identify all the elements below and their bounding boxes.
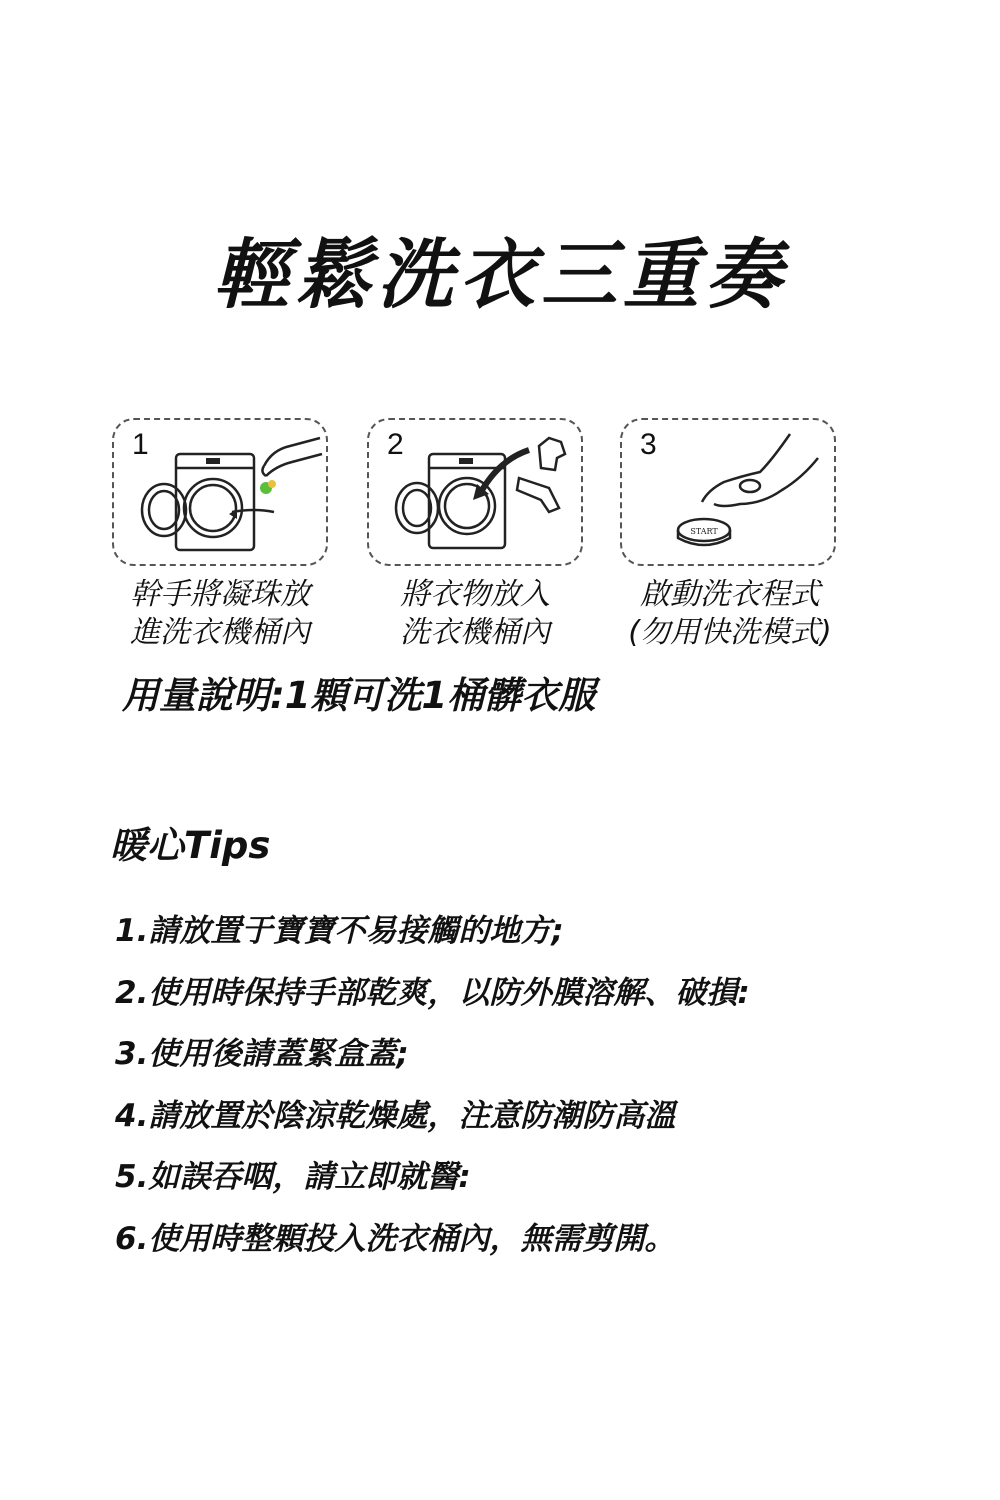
step-1-caption [112,576,328,652]
tip-item: 6.使用時整顆投入洗衣桶內，無需剪開。 [115,1220,676,1257]
tip-item: 2.使用時保持手部乾爽，以防外膜溶解、破損: [115,974,750,1011]
caption-line-1: 幹手將凝珠放 [130,577,310,612]
caption-line-2: (勿用快洗模式) [628,615,832,650]
caption-line-1: 將衣物放入 [400,577,550,612]
step-2-caption [367,576,583,652]
tip-item: 5.如誤吞咽，請立即就醫: [115,1159,471,1195]
washing-machine-icon [114,420,330,568]
tip-item: 4.請放置於陰涼乾燥處，注意防潮防高溫 [115,1097,676,1134]
caption-line-2: 洗衣機桶內 [400,615,550,650]
tips-list [115,912,750,1281]
tip-item: 3.使用後請蓋緊盒蓋; [115,1036,409,1072]
tips-heading: 暖心Tips [110,824,271,867]
step-3-caption [612,576,848,652]
step-1-card [112,418,328,566]
step-number: 1 [132,428,149,461]
step-3-card [620,418,836,566]
tip-item: 1.請放置于寶寶不易接觸的地方; [115,913,564,949]
page-title: 輕鬆洗衣三重奏 [213,230,787,319]
start-label: START [690,527,718,536]
start-button-icon [622,420,838,568]
load-clothes-icon [369,420,585,568]
caption-line-1: 啟動洗衣程式 [640,577,820,612]
step-2-card [367,418,583,566]
usage-instruction: 用量說明:1顆可洗1桶髒衣服 [122,674,596,717]
step-number: 2 [387,428,404,461]
step-number: 3 [640,428,657,461]
caption-line-2: 進洗衣機桶內 [130,615,310,650]
